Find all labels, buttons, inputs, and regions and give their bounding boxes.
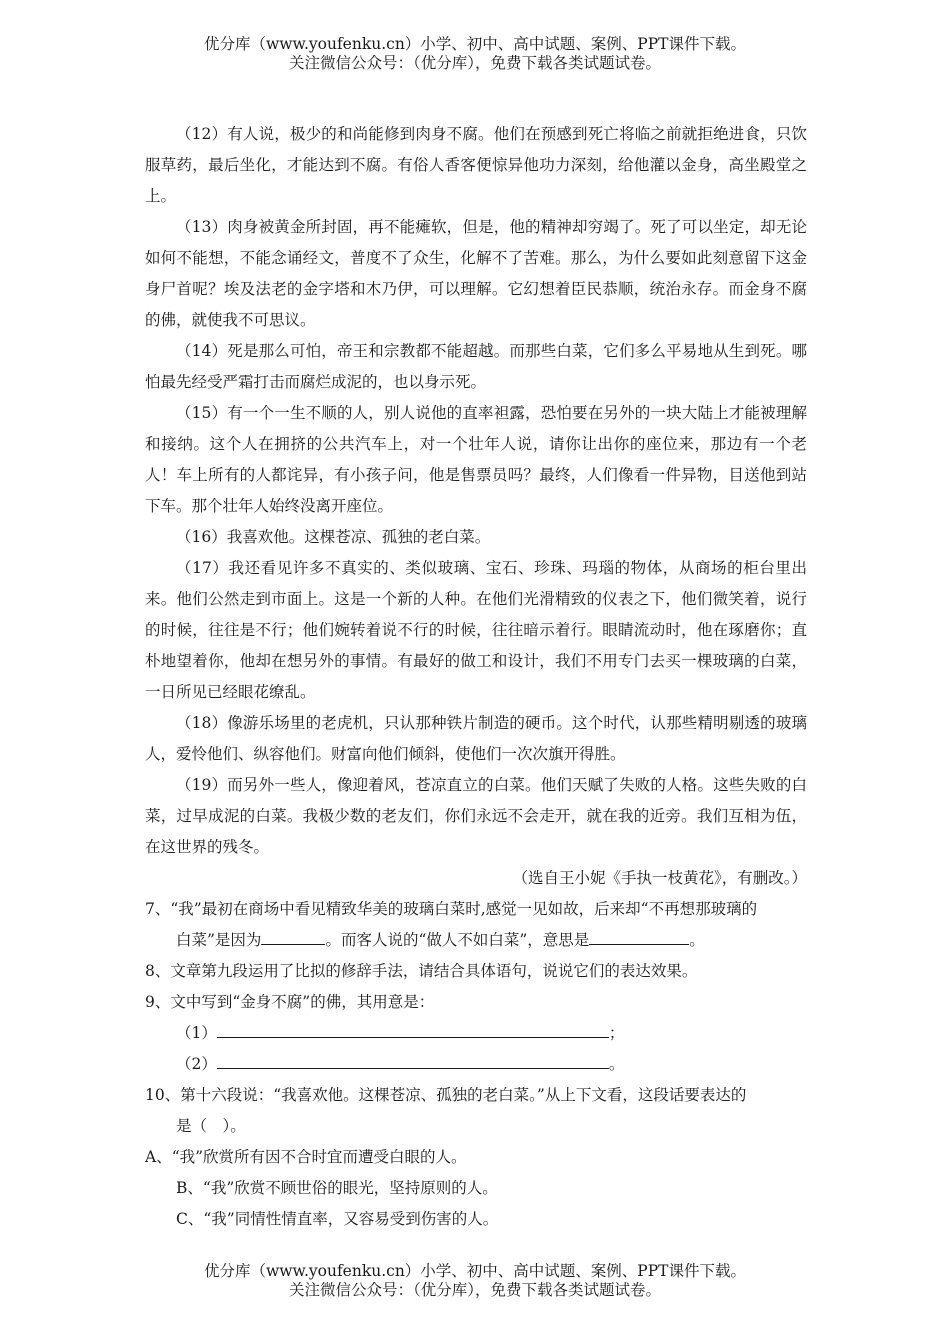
page-footer bbox=[0, 1262, 950, 1300]
question-10 bbox=[145, 1080, 807, 1235]
answer-end-1: ； bbox=[608, 1024, 625, 1042]
question-7-continuation bbox=[145, 925, 807, 956]
paragraph-12: （12）有人说，极少的和尚能修到肉身不腐。他们在预感到死亡将临之前就拒绝进食，只饮服草药，最后坐化，才能达到不腐。有俗人香客便惊异他功力深刻，给他灌以金身，高坐殿堂之上。 bbox=[145, 125, 807, 205]
option-a[interactable]: A、“我”欣赏所有因不合时宜而遭受白眼的人。 bbox=[145, 1148, 467, 1166]
paragraph-16: （16）我喜欢他。这棵苍凉、孤独的老白菜。 bbox=[176, 528, 491, 546]
paragraph-18: （18）像游乐场里的老虎机，只认那种铁片制造的硬币。这个时代，认那些精明剔透的玻璃人，爱怜他们、纵容他们。财富向他们倾斜，使他们一次次旗开得胜。 bbox=[145, 714, 807, 763]
question-7-answer-blank-2[interactable] bbox=[589, 926, 689, 945]
question-9-answer-line-2 bbox=[145, 1049, 807, 1080]
header-line-2: 关注微信公众号：（优分库），免费下载各类试题试卷。 bbox=[288, 54, 661, 72]
paragraph-15: （15）有一个一生不顺的人，别人说他的直率袒露，恐怕要在另外的一块大陆上才能被理解和接纳。这个人在拥挤的公共汽车上，对一个壮年人说，请你让出你的座位来，那边有一个老人！车上所有的人都诧异，有小孩子问，他是售票员吗？最终，人们像看一件异物，目送他到站下车。那个壮年人始终没离开座位。 bbox=[145, 404, 807, 515]
question-9-answer-line-1 bbox=[145, 1018, 807, 1049]
source-citation: （选自王小妮《手执一枝黄花》，有删改。） bbox=[512, 869, 807, 887]
document-body bbox=[145, 119, 807, 1235]
question-7-text-c: 。 bbox=[689, 931, 705, 949]
question-7-stem: 7、“我”最初在商场中看见精致华美的玻璃白菜时,感觉一见如故，后来却“不再想那玻璃的 bbox=[145, 900, 758, 918]
question-7 bbox=[145, 894, 807, 956]
paragraph-13: （13）肉身被黄金所封固，再不能瘫软，但是，他的精神却穷竭了。死了可以坐定，却无论如何不能想，不能念诵经文，普度不了众生，化解不了苦难。那么，为什么要如此刻意留下这金身尸首呢？埃及法老的金字塔和木乃伊，可以理解。它幻想着臣民恭顺，统治永存。而金身不腐的佛，就使我不可思议。 bbox=[145, 218, 807, 329]
question-9-stem: 9、文中写到“金身不腐”的佛，其用意是： bbox=[145, 993, 435, 1011]
answer-label-2: （2） bbox=[176, 1055, 217, 1073]
answer-blank-2[interactable] bbox=[217, 1050, 609, 1069]
question-10-stem-continued: 是（ ）。 bbox=[176, 1117, 246, 1135]
question-7-text-a: 白菜”是因为 bbox=[176, 931, 262, 949]
header-line-1: 优分库（www.youfenku.cn）小学、初中、高中试题、案例、PPT课件下载。 bbox=[203, 35, 747, 53]
answer-end-2: 。 bbox=[608, 1055, 625, 1073]
footer-line-2: 关注微信公众号：（优分库），免费下载各类试题试卷。 bbox=[288, 1281, 661, 1299]
answer-label-1: （1） bbox=[176, 1024, 217, 1042]
paragraph-19: （19）而另外一些人，像迎着风，苍凉直立的白菜。他们天赋了失败的人格。这些失败的白菜，过早成泥的白菜。我极少数的老友们，你们永远不会走开，就在我的近旁。我们互相为伍，在这世界的残冬。 bbox=[145, 776, 807, 856]
footer-line-1: 优分库（www.youfenku.cn）小学、初中、高中试题、案例、PPT课件下载。 bbox=[203, 1262, 747, 1280]
option-b[interactable]: B、“我”欣赏不顾世俗的眼光，坚持原则的人。 bbox=[176, 1179, 498, 1197]
question-7-answer-blank-1[interactable] bbox=[261, 926, 325, 945]
question-7-text-b: 。而客人说的“做人不如白菜”，意思是 bbox=[325, 931, 590, 949]
question-9 bbox=[145, 987, 807, 1080]
answer-blank-1[interactable] bbox=[217, 1019, 609, 1038]
option-c[interactable]: C、“我”同情性情直率，又容易受到伤害的人。 bbox=[176, 1210, 499, 1228]
page-header bbox=[0, 35, 950, 73]
paragraph-17: （17）我还看见许多不真实的、类似玻璃、宝石、珍珠、玛瑙的物体，从商场的柜台里出来。他们公然走到市面上。这是一个新的人种。在他们光滑精致的仪表之下，他们微笑着，说行的时候，往往是不行；他们婉转着说不行的时候，往往暗示着行。眼睛流动时，他在琢磨你；直朴地望着你，他却在想另外的事情。有最好的做工和设计，我们不用专门去买一棵玻璃的白菜，一日所见已经眼花缭乱。 bbox=[145, 559, 807, 701]
question-8: 8、文章第九段运用了比拟的修辞手法，请结合具体语句，说说它们的表达效果。 bbox=[145, 962, 698, 980]
paragraph-14: （14）死是那么可怕，帝王和宗教都不能超越。而那些白菜，它们多么平易地从生到死。哪怕最先经受严霜打击而腐烂成泥的，也以身示死。 bbox=[145, 342, 807, 391]
question-10-stem: 10、第十六段说：“我喜欢他。这棵苍凉、孤独的老白菜。”从上下文看，这段话要表达的 bbox=[145, 1086, 747, 1104]
